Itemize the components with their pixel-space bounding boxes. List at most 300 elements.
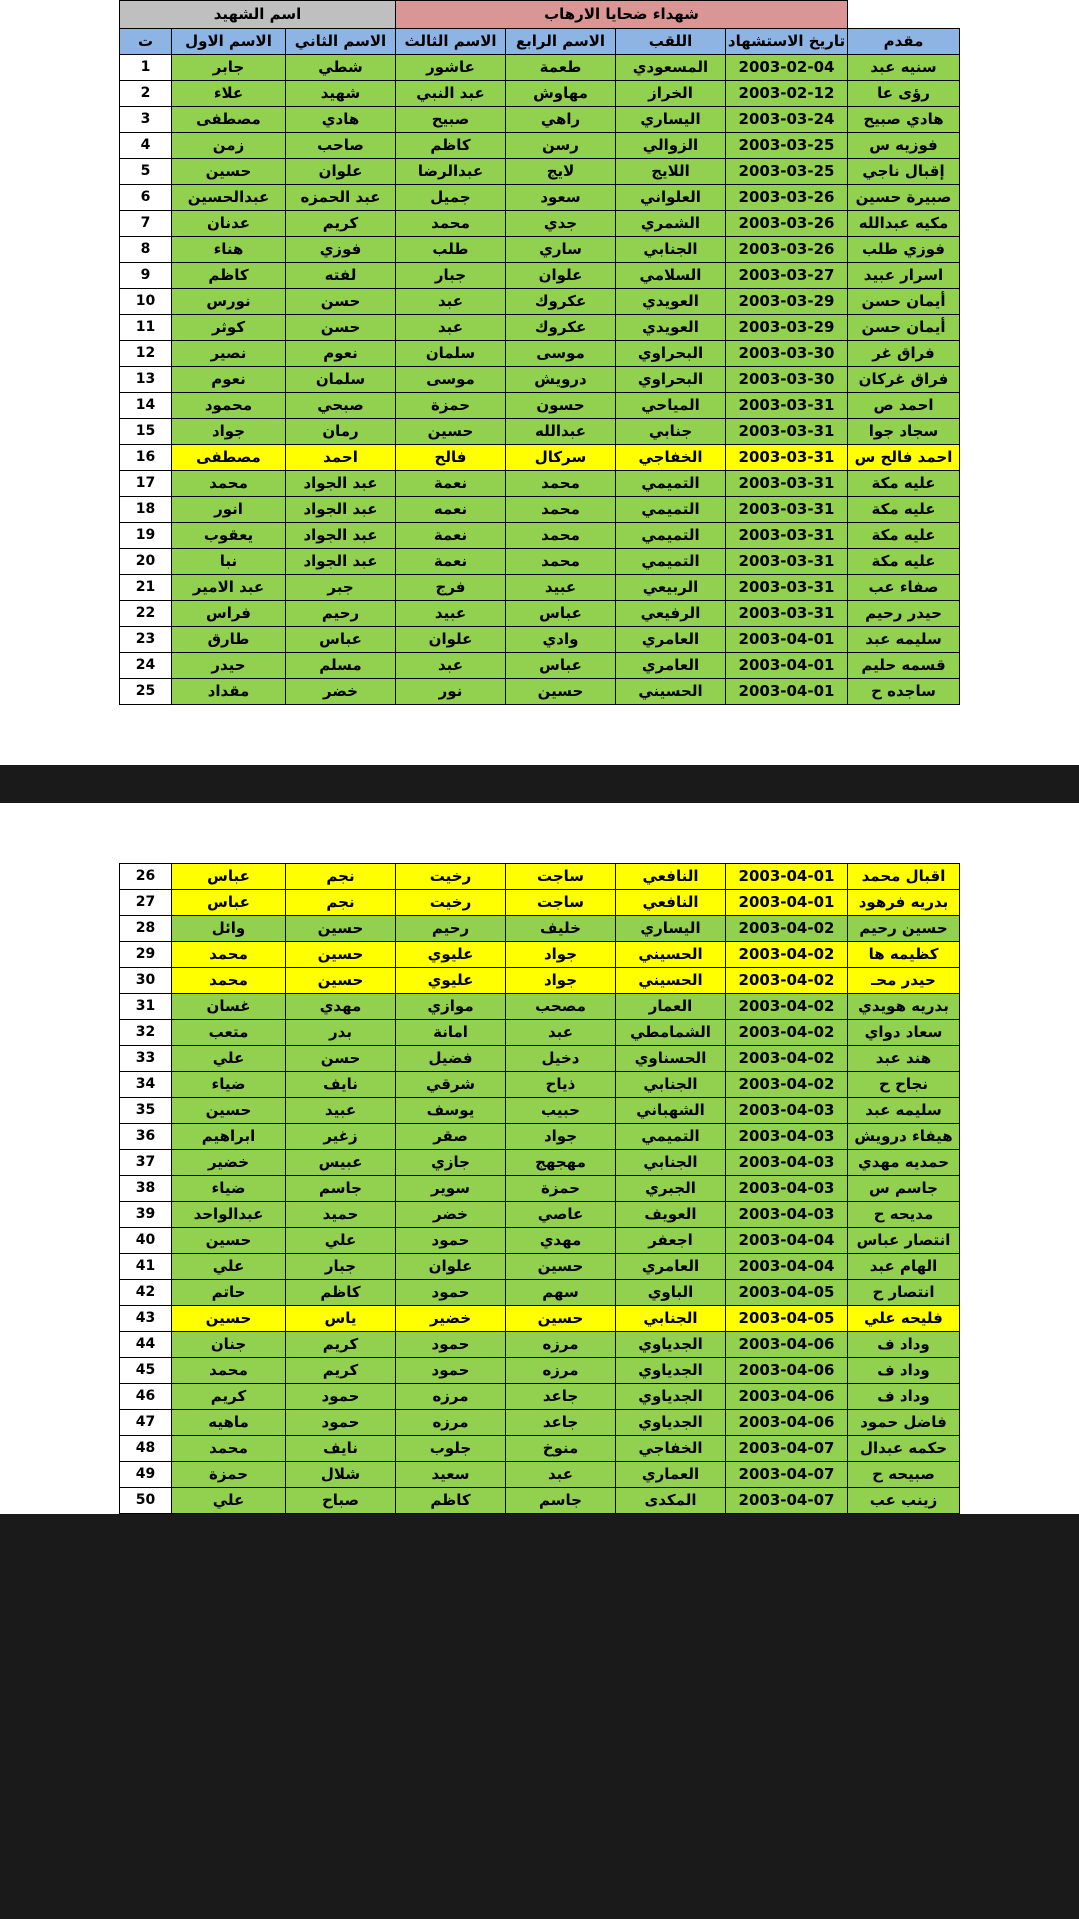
cell-provider: حمديه مهدي [848,1150,960,1176]
cell-index: 43 [120,1306,172,1332]
cell-surname: الجنابي [616,1150,726,1176]
cell-index: 34 [120,1072,172,1098]
cell-second-name: عبيد [286,1098,396,1124]
table-row [120,575,960,601]
table-row [120,653,960,679]
cell-first-name: نورس [172,289,286,315]
cell-fourth-name: محمد [506,471,616,497]
cell-second-name: كريم [286,211,396,237]
cell-surname: التميمي [616,523,726,549]
table-row [120,1384,960,1410]
cell-date: 2003-04-03 [726,1150,848,1176]
cell-first-name: نعوم [172,367,286,393]
table-row [120,994,960,1020]
cell-fourth-name: ساجت [506,864,616,890]
cell-date: 2003-03-30 [726,367,848,393]
cell-second-name: صبحي [286,393,396,419]
cell-date: 2003-03-24 [726,107,848,133]
cell-provider: الهام عبد [848,1254,960,1280]
cell-provider: إقبال ناجي [848,159,960,185]
cell-third-name: محمد [396,211,506,237]
cell-index: 32 [120,1020,172,1046]
cell-date: 2003-04-01 [726,890,848,916]
cell-first-name: فراس [172,601,286,627]
cell-provider: بدريه هويدي [848,994,960,1020]
cell-surname: الجبري [616,1176,726,1202]
cell-second-name: صاحب [286,133,396,159]
cell-second-name: حسن [286,315,396,341]
martyrs-table-part-2 [119,863,960,1514]
cell-third-name: علوان [396,1254,506,1280]
cell-index: 29 [120,942,172,968]
cell-provider: سجاد جوا [848,419,960,445]
cell-provider: هيفاء درويش [848,1124,960,1150]
cell-provider: احمد ص [848,393,960,419]
cell-first-name: عبدالواحد [172,1202,286,1228]
cell-fourth-name: ساجت [506,890,616,916]
cell-third-name: سلمان [396,341,506,367]
cell-fourth-name: عبيد [506,575,616,601]
cell-surname: العويدي [616,315,726,341]
table-row [120,315,960,341]
cell-surname: الباوي [616,1280,726,1306]
cell-date: 2003-04-02 [726,942,848,968]
cell-third-name: حسين [396,419,506,445]
cell-second-name: كريم [286,1332,396,1358]
cell-third-name: رخيت [396,890,506,916]
table-row [120,627,960,653]
cell-first-name: حمزة [172,1462,286,1488]
cell-first-name: محمد [172,968,286,994]
cell-surname: الخفاجي [616,1436,726,1462]
cell-third-name: موسى [396,367,506,393]
cell-first-name: ماهيه [172,1410,286,1436]
cell-second-name: احمد [286,445,396,471]
cell-surname: الربيعي [616,575,726,601]
cell-surname: الزوالي [616,133,726,159]
cell-first-name: محمد [172,1436,286,1462]
cell-surname: الحسناوي [616,1046,726,1072]
cell-third-name: حمود [396,1332,506,1358]
cell-provider: حيدر رحيم [848,601,960,627]
cell-third-name: عاشور [396,55,506,81]
cell-first-name: حيدر [172,653,286,679]
cell-date: 2003-04-02 [726,916,848,942]
cell-index: 12 [120,341,172,367]
cell-third-name: جبار [396,263,506,289]
cell-provider: أيمان حسن [848,289,960,315]
cell-first-name: هناء [172,237,286,263]
cell-first-name: حسين [172,159,286,185]
cell-index: 22 [120,601,172,627]
cell-index: 17 [120,471,172,497]
cell-surname: العلواني [616,185,726,211]
table-row [120,1046,960,1072]
cell-index: 45 [120,1358,172,1384]
sheet-section-2 [0,803,1079,1514]
cell-date: 2003-04-04 [726,1228,848,1254]
title-band-row [120,1,960,29]
cell-index: 37 [120,1150,172,1176]
cell-provider: حيدر محـ [848,968,960,994]
cell-index: 4 [120,133,172,159]
cell-fourth-name: درويش [506,367,616,393]
cell-surname: الرفيعي [616,601,726,627]
cell-fourth-name: جدي [506,211,616,237]
cell-second-name: نايف [286,1436,396,1462]
cell-second-name: خضر [286,679,396,705]
cell-index: 24 [120,653,172,679]
cell-third-name: علوان [396,627,506,653]
cell-index: 47 [120,1410,172,1436]
cell-third-name: نور [396,679,506,705]
cell-fourth-name: دخيل [506,1046,616,1072]
cell-index: 44 [120,1332,172,1358]
cell-fourth-name: حمزة [506,1176,616,1202]
cell-provider: كظيمه ها [848,942,960,968]
cell-third-name: رحيم [396,916,506,942]
cell-index: 42 [120,1280,172,1306]
cell-index: 39 [120,1202,172,1228]
cell-fourth-name: جاسم [506,1488,616,1514]
cell-date: 2003-04-02 [726,1046,848,1072]
table-row [120,263,960,289]
cell-provider: فاضل حمود [848,1410,960,1436]
cell-provider: فليحه علي [848,1306,960,1332]
title-band-blank [848,1,960,29]
cell-index: 25 [120,679,172,705]
cell-first-name: وائل [172,916,286,942]
cell-date: 2003-04-01 [726,627,848,653]
cell-second-name: حميد [286,1202,396,1228]
cell-first-name: ضياء [172,1072,286,1098]
cell-index: 33 [120,1046,172,1072]
cell-date: 2003-04-02 [726,968,848,994]
table-row [120,367,960,393]
cell-index: 6 [120,185,172,211]
cell-date: 2003-03-31 [726,393,848,419]
cell-third-name: رخيت [396,864,506,890]
table-body-part-1 [120,55,960,705]
cell-surname: اللايج [616,159,726,185]
cell-fourth-name: عباس [506,601,616,627]
cell-date: 2003-03-31 [726,471,848,497]
cell-second-name: عبد الجواد [286,497,396,523]
table-row [120,1410,960,1436]
col-header-provider: مقدم [848,29,960,55]
cell-date: 2003-03-25 [726,159,848,185]
cell-date: 2003-04-03 [726,1176,848,1202]
cell-first-name: عبد الامير [172,575,286,601]
table-row [120,445,960,471]
title-band-martyr-name: اسم الشهيد [120,1,396,29]
cell-second-name: علي [286,1228,396,1254]
cell-third-name: حمزة [396,393,506,419]
cell-fourth-name: مرزه [506,1358,616,1384]
cell-surname: الجدياوي [616,1358,726,1384]
cell-provider: عليه مكة [848,471,960,497]
cell-date: 2003-04-01 [726,653,848,679]
cell-surname: التميمي [616,1124,726,1150]
cell-first-name: حسين [172,1306,286,1332]
col-header-third-name: الاسم الثالث [396,29,506,55]
cell-provider: زينب عب [848,1488,960,1514]
cell-second-name: عبد الجواد [286,471,396,497]
cell-index: 1 [120,55,172,81]
cell-first-name: مصطفى [172,107,286,133]
table-row [120,1124,960,1150]
cell-provider: أيمان حسن [848,315,960,341]
cell-first-name: ضياء [172,1176,286,1202]
cell-provider: سنيه عبد [848,55,960,81]
cell-index: 14 [120,393,172,419]
cell-surname: الخراز [616,81,726,107]
cell-provider: انتصار ح [848,1280,960,1306]
cell-provider: مكيه عبدالله [848,211,960,237]
cell-second-name: زغير [286,1124,396,1150]
table-row [120,1462,960,1488]
cell-surname: النافعي [616,890,726,916]
cell-first-name: عباس [172,864,286,890]
cell-second-name: عباس [286,627,396,653]
cell-first-name: غسان [172,994,286,1020]
cell-provider: جاسم س [848,1176,960,1202]
table-row [120,497,960,523]
cell-fourth-name: جواد [506,942,616,968]
cell-fourth-name: عاصي [506,1202,616,1228]
cell-index: 23 [120,627,172,653]
cell-first-name: عبدالحسين [172,185,286,211]
table-row [120,471,960,497]
table-row [120,107,960,133]
sheet-section-1 [0,0,1079,765]
cell-first-name: عباس [172,890,286,916]
cell-fourth-name: لايج [506,159,616,185]
cell-surname: اليساري [616,107,726,133]
cell-date: 2003-03-29 [726,315,848,341]
cell-first-name: متعب [172,1020,286,1046]
cell-surname: الحسيني [616,968,726,994]
cell-date: 2003-04-06 [726,1410,848,1436]
cell-second-name: جاسم [286,1176,396,1202]
cell-first-name: جابر [172,55,286,81]
cell-second-name: نجم [286,864,396,890]
table-row [120,1072,960,1098]
cell-second-name: جبر [286,575,396,601]
table-row [120,341,960,367]
cell-date: 2003-02-12 [726,81,848,107]
cell-fourth-name: علوان [506,263,616,289]
table-header [120,1,960,55]
cell-fourth-name: جاعد [506,1410,616,1436]
cell-date: 2003-04-06 [726,1384,848,1410]
cell-date: 2003-04-03 [726,1098,848,1124]
table-row [120,1176,960,1202]
table-row [120,419,960,445]
cell-date: 2003-04-07 [726,1488,848,1514]
cell-index: 7 [120,211,172,237]
cell-second-name: حسين [286,968,396,994]
cell-date: 2003-03-31 [726,419,848,445]
cell-third-name: كاظم [396,1488,506,1514]
table-body-part-2 [120,864,960,1514]
cell-second-name: صباح [286,1488,396,1514]
cell-third-name: فرج [396,575,506,601]
cell-surname: الجدياوي [616,1384,726,1410]
cell-provider: عليه مكة [848,497,960,523]
cell-surname: الشمامطي [616,1020,726,1046]
cell-date: 2003-03-31 [726,445,848,471]
column-header-row [120,29,960,55]
table-row [120,916,960,942]
cell-fourth-name: جواد [506,968,616,994]
col-header-date: تاريخ الاستشهاد [726,29,848,55]
cell-surname: جنابي [616,419,726,445]
cell-index: 20 [120,549,172,575]
cell-surname: الشهباني [616,1098,726,1124]
cell-index: 16 [120,445,172,471]
cell-fourth-name: حسون [506,393,616,419]
cell-index: 8 [120,237,172,263]
cell-date: 2003-04-02 [726,1072,848,1098]
cell-index: 19 [120,523,172,549]
cell-third-name: عليوي [396,942,506,968]
cell-third-name: سوير [396,1176,506,1202]
cell-third-name: نعمة [396,471,506,497]
cell-provider: سليمه عبد [848,1098,960,1124]
title-band-victims: شهداء ضحايا الارهاب [396,1,848,29]
cell-third-name: حمود [396,1228,506,1254]
cell-fourth-name: طعمة [506,55,616,81]
cell-index: 48 [120,1436,172,1462]
cell-provider: فوزي طلب [848,237,960,263]
cell-surname: البحراوي [616,367,726,393]
martyrs-table-part-1 [119,0,960,705]
cell-second-name: علوان [286,159,396,185]
cell-fourth-name: حسين [506,1306,616,1332]
cell-third-name: كاظم [396,133,506,159]
cell-provider: فراق غركان [848,367,960,393]
cell-date: 2003-03-31 [726,575,848,601]
cell-second-name: حسين [286,916,396,942]
cell-third-name: فضيل [396,1046,506,1072]
cell-first-name: جواد [172,419,286,445]
table-row [120,1150,960,1176]
cell-surname: العويف [616,1202,726,1228]
cell-fourth-name: جواد [506,1124,616,1150]
cell-first-name: محمود [172,393,286,419]
cell-surname: الشمري [616,211,726,237]
table-row [120,133,960,159]
cell-first-name: ابراهيم [172,1124,286,1150]
cell-date: 2003-04-07 [726,1436,848,1462]
cell-fourth-name: خليف [506,916,616,942]
cell-surname: النافعي [616,864,726,890]
cell-date: 2003-03-31 [726,523,848,549]
cell-date: 2003-03-30 [726,341,848,367]
col-header-first-name: الاسم الاول [172,29,286,55]
cell-provider: قسمه حليم [848,653,960,679]
table-row [120,549,960,575]
cell-surname: الجدياوي [616,1410,726,1436]
cell-third-name: نعمة [396,549,506,575]
cell-first-name: حسين [172,1098,286,1124]
cell-second-name: نايف [286,1072,396,1098]
cell-fourth-name: سهم [506,1280,616,1306]
cell-second-name: شهيد [286,81,396,107]
cell-third-name: موازي [396,994,506,1020]
cell-second-name: نجم [286,890,396,916]
cell-fourth-name: حبيب [506,1098,616,1124]
cell-index: 5 [120,159,172,185]
cell-second-name: حمود [286,1384,396,1410]
cell-provider: ساجده ح [848,679,960,705]
cell-third-name: صقر [396,1124,506,1150]
cell-second-name: حسن [286,1046,396,1072]
cell-index: 46 [120,1384,172,1410]
cell-first-name: علي [172,1254,286,1280]
cell-second-name: عبيس [286,1150,396,1176]
cell-first-name: كريم [172,1384,286,1410]
cell-date: 2003-04-02 [726,1020,848,1046]
cell-provider: سليمه عبد [848,627,960,653]
cell-third-name: نعمه [396,497,506,523]
col-header-fourth-name: الاسم الرابع [506,29,616,55]
cell-first-name: حاتم [172,1280,286,1306]
cell-second-name: فوزي [286,237,396,263]
cell-surname: التميمي [616,549,726,575]
cell-second-name: كاظم [286,1280,396,1306]
cell-surname: الجنابي [616,1306,726,1332]
table-row [120,185,960,211]
cell-index: 38 [120,1176,172,1202]
cell-date: 2003-04-01 [726,864,848,890]
cell-provider: احمد فالح س [848,445,960,471]
cell-provider: صبيرة حسين [848,185,960,211]
cell-third-name: خضر [396,1202,506,1228]
table-row [120,968,960,994]
cell-third-name: سعيد [396,1462,506,1488]
cell-first-name: محمد [172,942,286,968]
cell-second-name: حمود [286,1410,396,1436]
cell-fourth-name: عكروك [506,289,616,315]
cell-surname: اجعفر [616,1228,726,1254]
table-row [120,942,960,968]
col-header-second-name: الاسم الثاني [286,29,396,55]
cell-provider: اسرار عبيد [848,263,960,289]
table-row [120,211,960,237]
cell-first-name: محمد [172,1358,286,1384]
cell-fourth-name: رسن [506,133,616,159]
cell-provider: فراق غر [848,341,960,367]
cell-second-name: حسن [286,289,396,315]
cell-date: 2003-03-26 [726,237,848,263]
cell-date: 2003-04-07 [726,1462,848,1488]
table-row [120,393,960,419]
cell-index: 9 [120,263,172,289]
table-row [120,523,960,549]
cell-fourth-name: سركال [506,445,616,471]
table-row [120,55,960,81]
cell-first-name: نبا [172,549,286,575]
table-row [120,1228,960,1254]
cell-first-name: انور [172,497,286,523]
cell-second-name: لفته [286,263,396,289]
cell-surname: المكدى [616,1488,726,1514]
cell-date: 2003-04-06 [726,1358,848,1384]
cell-date: 2003-03-26 [726,211,848,237]
cell-third-name: خضير [396,1306,506,1332]
